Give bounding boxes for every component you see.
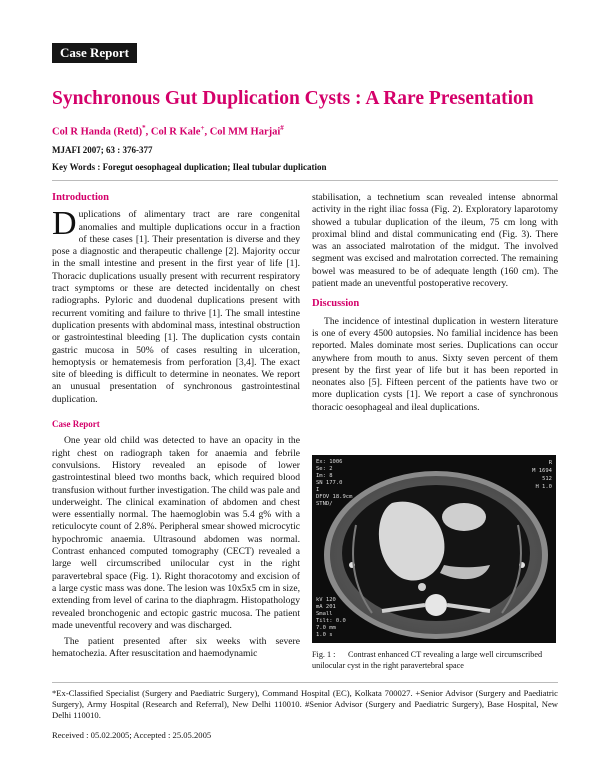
figure-caption-text: Contrast enhanced CT revealing a large well circumscribed unilocular cyst in the right paravertebral space [312, 650, 543, 670]
left-column [52, 192, 300, 661]
footnote-divider [52, 682, 558, 683]
right-column [312, 192, 558, 414]
author-affiliations: *Ex-Classified Specialist (Surgery and Paediatric Surgery), Command Hospital (EC), Kolkata 700027. +Senior Advisor (Surgery and Paediatric Surgery), Army Hospital (Research and Referral), New Delhi 110010. #Senior Advisor (Surgery and Paediatric Surgery), Base Hospital, New Delhi 110010. [52, 688, 558, 720]
author-list: Col R Handa (Retd)*, Col R Kale+, Col MM Harjai# [52, 124, 284, 138]
citation: MJAFI 2007; 63 : 376-377 [52, 145, 153, 155]
author-name: Col R Handa (Retd) [52, 126, 143, 138]
ct-overlay-right: R M 1694 512 H 1.0 [532, 460, 552, 490]
author-mark: # [280, 124, 284, 132]
discussion-paragraph: The incidence of intestinal duplication in western literature is one of every 4500 autopsies. No familial incidence has been reported. Males dominate most series. Duplications can occur anywhere from mouth to anus. Sixty seven percent of them present by the first year of life but it has been reported in neonates also [5]. Fifteen percent of the patients have two or more duplication cysts [1]. We report a case of synchronous thoracic oesophageal and ileal duplications. [312, 315, 558, 413]
section-heading-discussion: Discussion [312, 298, 360, 310]
introduction-body: uplications of alimentary tract are rare congenital anomalies and multiple duplications occur in a fraction of these cases [1]. Their presentation is diverse and they pose a diagnostic and therapeutic challenge [2]. Majority occur in the small intestine and present in the first year of life [1]. Thoracic duplications usually present with recurrent respiratory tract symptoms or these are detected incidentally on chest radiographs. Pyloric and duodenal duplications present with recurrent vomiting and failure to thrive [1]. The small intestine duplication presents with abdominal mass, intestinal obstruction or gastrointestinal bleeding [1]. The duplication cysts contain gastric mucosa in 50% of cases resulting in ulceration, hemoptysis or hematemesis from perforation [3,4]. The exact site of bleeding is difficult to determine in neonates. We report an unusual presentation of synchronous gastrointestinal duplication. [52, 209, 300, 405]
drop-cap: D [52, 205, 77, 243]
divider [52, 180, 558, 181]
author-mark: * [142, 124, 146, 132]
case-report-continuation: stabilisation, a technetium scan revealed intense abnormal activity in the right iliac fossa (Fig. 2). Exploratory laparotomy showed a tubular duplication of the ileum, 75 cm long with proximal blind and distal communicating end (Fig. 3). There was an associated malrotation of the midgut. The involved segment was excised and malrotation corrected. The remaining bowel was measured to be of adequate length (160 cm). The patient made an uneventful postoperative recovery. [312, 192, 558, 290]
section-heading-introduction: Introduction [52, 192, 109, 203]
ct-scan-figure [312, 455, 556, 643]
author-name: Col R Kale [150, 126, 201, 138]
received-accepted-dates: Received : 05.02.2005; Accepted : 25.05.2005 [52, 730, 212, 740]
ct-overlay-left: Ex: 1006 Se: 2 Im: 8 SN 177.0 I DFOV 18.9cm STND/ [316, 459, 353, 507]
case-report-paragraph: One year old child was detected to have an opacity in the right chest on radiograph taken for anaemia and febrile convulsions. History revealed an episode of lower gastrointestinal bleed two months back, which required blood transfusion without further investigation. The child was pale and underweight. The clinical examination of abdomen and chest were essentially normal. The haemoglobin was 5.4 g% with a reticulocyte count of 2.8%. Peripheral smear showed microcytic hypochromic anaemia. Ultrasound abdomen was normal. Contrast enhanced computed tomography (CECT) revealed a large well circumscribed unilocular cyst in the right paravertebral space (Fig. 1). Right thoracotomy and excision of a large cystic mass was done. The lesion was 10x5x5 cm in size, extending from level of carina to the diaphragm. Histopathology revealed bronchogenic and ectopic gastric mucosa. The patient made uneventful recovery and was discharged. [52, 435, 300, 631]
figure-caption [312, 650, 558, 671]
case-report-paragraph: The patient presented after six weeks with severe hematochezia. After resuscitation and haemodynamic [52, 636, 300, 660]
ct-overlay-bottom: kV 120 mA 201 Small Tilt: 0.0 7.0 mm 1.0 s [316, 597, 346, 638]
introduction-text [52, 205, 300, 406]
keywords: Key Words : Foregut oesophageal duplication; Ileal tubular duplication [52, 162, 327, 172]
author-mark: + [200, 124, 205, 132]
figure-label: Fig. 1 : [312, 650, 336, 659]
article-type-banner: Case Report [52, 43, 137, 63]
article-title: Synchronous Gut Duplication Cysts : A Rare Presentation [52, 88, 534, 109]
author-name: Col MM Harjai [209, 126, 281, 138]
section-heading-case-report: Case Report [52, 419, 100, 430]
